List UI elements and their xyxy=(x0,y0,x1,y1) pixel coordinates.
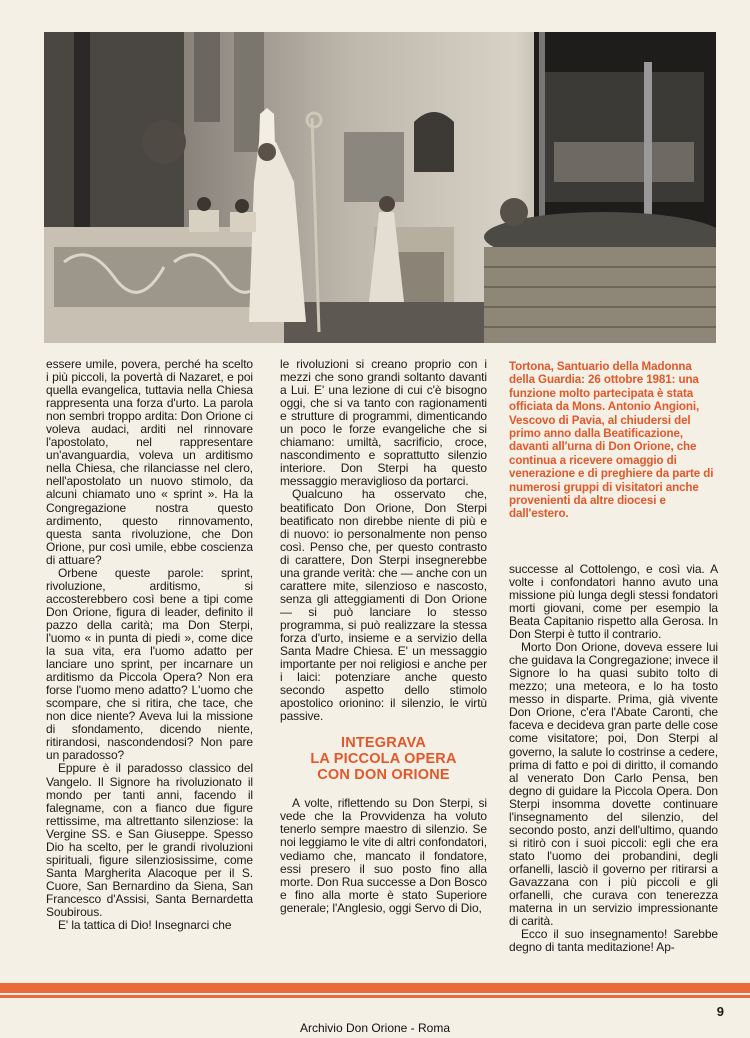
paragraph: le rivoluzioni si creano proprio con i mezzi che sono grandi soltanto davanti a Lui. E' una lezione di cui c'è bisogno oggi, che si va tanto con ragionamenti e strutture di programmi, dimenticando un poco le forze evangeliche che si chiamano: umiltà, sacrificio, croce, nascondimento e soprattutto silenzio interiore. Don Sterpi ha questo messaggio meraviglioso da portarci. xyxy=(280,357,487,489)
paragraph: Qualcuno ha osservato che, beatificato Don Orione, Don Sterpi beatificato non direbbe niente di più e di nuovo: io personalmente non penso così. Penso che, per questo contrasto di carattere, Don Sterpi insegnerebbe una grande verità: che — anche con un carattere mite, silenzioso e nascosto, senza gli atteggiamenti di Don Orione — si può lanciare lo stesso programma, si può realizzare la stessa forza d'urto, insieme e a servizio della Santa Madre Chiesa. E' un messaggio importante per noi religiosi e anche per i laici: potenziare anche questo secondo aspetto dello stimolo apostolico orionino: il silenzio, le virtù passive. xyxy=(280,487,487,724)
paragraph: A volte, riflettendo su Don Sterpi, si vede che la Provvidenza ha voluto tenerlo sempre maestro di silenzio. Se noi leggiamo le vite di altri confondatori, vediamo che, mancato il fondatore, essi presero il suo posto fino alla morte. Don Rua successe a Don Bosco e fino alla morte è stato Superiore generale; l'Anglesio, oggi Servo di Dio, xyxy=(280,796,487,915)
church-interior-image xyxy=(44,32,716,343)
text-column-1 xyxy=(46,358,253,932)
paragraph: Eppure è il paradosso classico del Vangelo. Il Signore ha rivoluzionato il mondo per tanti anni, facendo il falegname, con a fianco due figure rettissime, ma altrettanto silenziose: la Vergine SS. e San Giuseppe. Spesso Dio ha scelto, per le grandi rivoluzioni spirituali, figure silenziosissime, come Santa Margherita Alacoque per il S. Cuore, San Bernardino da Siena, San Francesco d'Assisi, Santa Bernardetta Soubirous. xyxy=(46,761,253,919)
heading-line: LA PICCOLA OPERA xyxy=(310,751,457,768)
paragraph: essere umile, povera, perché ha scelto i più piccoli, la povertà di Nazaret, e poi quella evangelica, tuttavia nella Chiesa rappresenta una forza d'urto. La parola non sembri troppo ardita: Don Orione ci voleva audaci, arditi nel rinnovare l'apostolato, nel rappresentare un'avanguardia, voleva un arditismo nella Chiesa, che rilanciasse nel clero, nell'apostolato un nuovo stimolo, da alcuni chiamato uno « sprint ». Ha la Congregazione nostra questo ardimento, questo rinnovamento, questa santa rivoluzione, che Don Orione, pur così umile, ebbe coscienza di attuare? xyxy=(46,357,253,567)
page-number: 9 xyxy=(716,1004,724,1019)
paragraph: E' la tattica di Dio! Insegnarci che xyxy=(58,918,232,933)
footer-color-band xyxy=(0,983,750,993)
footer-color-line xyxy=(0,995,750,998)
text-column-3 xyxy=(509,360,718,954)
photo-caption: Tortona, Santuario della Madonna della Guardia: 26 ottobre 1981: una funzione molto partecipata è stata officiata da Mons. Antonio Angioni, Vescovo di Pavia, al chiudersi del primo anno dalla Beatificazione, davanti all'urna di Don Orione, che continua a ricevere omaggio di venerazione e di preghiere da parte di numerosi gruppi di visitatori anche provenienti da altre diocesi e dall'estero. xyxy=(509,360,714,521)
archive-footer: Archivio Don Orione - Roma xyxy=(299,1021,451,1035)
ceremony-photo xyxy=(44,32,716,343)
section-heading xyxy=(280,735,487,783)
paragraph: Morto Don Orione, doveva essere lui che guidava la Congregazione; invece il Signore lo ha quasi subito tolto di mezzo; una meteora, e lo ha tosto messo in disparte. Prima, già vivente Don Orione, c'era l'Abate Caronti, che faceva e decideva gran parte delle cose come visitatore; poi, Don Sterpi al governo, la salute lo costrinse a cedere, prima di fatto e poi di diritto, il comando al venerato Don Carlo Pensa, ben degno di guidare la Piccola Opera. Don Sterpi insomma dovette continuare l'insegnamento del silenzio, del secondo posto, anzi dell'ultimo, quando si ritirò con i suoi piccoli: egli che era stato l'uomo dei probandini, degli orfanelli, lasciò il governo per ritirarsi a Gavazzana con i più piccoli e gli orfanelli, che curava con tenerezza materna in un servizio impressionante di carità. xyxy=(509,640,718,929)
heading-line: CON DON ORIONE xyxy=(317,767,450,784)
heading-line: INTEGRAVA xyxy=(340,735,427,752)
paragraph: Ecco il suo insegnamento! Sarebbe degno di tanta meditazione! Ap- xyxy=(509,927,718,955)
text-column-2 xyxy=(280,358,487,915)
paragraph: Orbene queste parole: sprint, rivoluzione, arditismo, si accosterebbero così bene a tipi come Don Orione, figura di leader, definito il pazzo della carità; ma Don Sterpi, l'uomo « in punta di piedi », come dice la sua vita, era l'uomo adatto per lanciare uno sprint, per incarnare un arditismo da Piccola Opera? Non era forse l'uomo meno adatto? L'uomo che scompare, che si ritira, che tace, che non dice niente? Aveva lui la missione di sfondamento, dicendo niente, ritirandosi, nascondendosi? Non pare un paradosso? xyxy=(46,565,253,763)
paragraph: successe al Cottolengo, e così via. A volte i confondatori hanno avuto una missione più lunga degli stessi fondatori morti giovani, come per esempio la Beata Capitanio rispetto alla Gerosa. In Don Sterpi è tutto il contrario. xyxy=(509,561,718,642)
